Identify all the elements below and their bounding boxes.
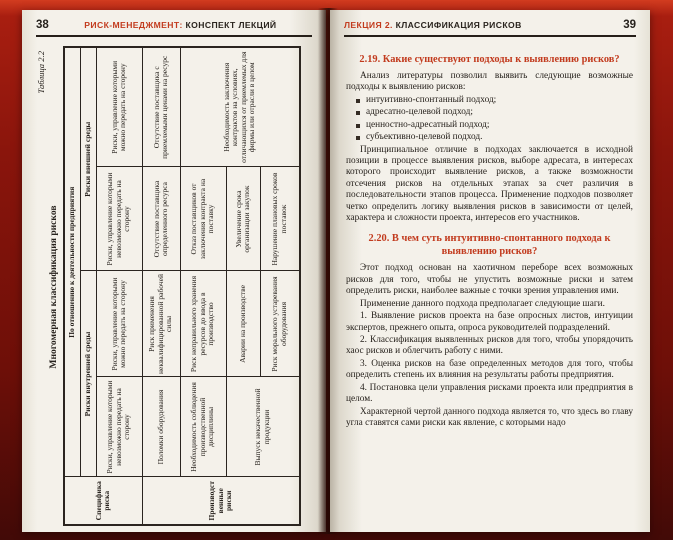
running-title-rest: КЛАССИФИКАЦИЯ РИСКОВ: [392, 20, 522, 30]
bullet-marker: [356, 124, 360, 128]
table-row-label: Производственные риски: [142, 477, 300, 525]
table-cell: Риск морального устаревания оборудования: [260, 271, 300, 377]
right-running-head: [330, 10, 650, 34]
bullet-text: субъективно-целевой подход.: [366, 132, 483, 143]
table-cell: Риск неправильного хранения ресурсов до ввода в производство: [180, 271, 226, 377]
table-caption: Таблица 2.2: [36, 51, 46, 94]
table-cell: Риск применения неквалифицированной рабочей силы: [142, 271, 180, 377]
table-cell: Аварии на производстве: [226, 271, 260, 377]
approach-bullet-list: [346, 95, 633, 144]
table-cell: Увеличение срока организации закупок: [226, 167, 260, 271]
table-header-cell: Специфика риска: [64, 477, 142, 525]
step-item: 2. Классификация выявленных рисков для того, чтобы упорядочить хаос рисков и облегчить работу с ними.: [346, 335, 633, 357]
section-heading-2-20: 2.20. В чем суть интуитивно-спонтанного подхода к выявлению рисков?: [368, 233, 611, 258]
table-header-cell: Риски внешней среды: [80, 47, 96, 271]
section-heading-2-19: 2.19. Какие существуют подходы к выявлению рисков?: [359, 54, 620, 65]
table-header-cell: Риски, управление которыми можно передать на сторону: [96, 47, 142, 167]
left-page: [22, 10, 326, 532]
bullet-marker: [356, 136, 360, 140]
bullet-marker: [356, 111, 360, 115]
paragraph: Этот подход основан на хаотичном переборе всех возможных рисков для того, чтобы не упустить возможные риски и затем определить риски, наиболее важные с точки зрения управления ими.: [346, 263, 633, 297]
table-header-cell: Риски, управление которыми невозможно передать на сторону: [96, 377, 142, 477]
table-cell: Выпуск некачественной продукции: [226, 377, 300, 477]
left-running-head: [22, 10, 326, 34]
bullet-item: [356, 107, 633, 118]
table-cell: Отказ поставщиков от заключения контракта на поставку: [180, 167, 226, 271]
running-title-accent: РИСК-МЕНЕДЖМЕНТ:: [84, 20, 183, 30]
table-header-cell: Риски, управление которыми можно передать на сторону: [96, 271, 142, 377]
paragraph: Принципиальное отличие в подходах заключается в исходной позиции в процессе выявления рисков, выборе адресата, в интересах которого происходит выявление рисков, а также возможности отсечения рисков на отдельных этапах за счет различия в последовательности этапов процесса. Применение подходов позволяет четко определить логику выявления рисков в зависимости от целей, характера и сложности проекта, интересов его участников.: [346, 144, 633, 224]
step-item: 3. Оценка рисков на базе определенных методов для того, чтобы определить степень их влияния на результаты работы предприятия.: [346, 358, 633, 381]
bullet-item: [356, 120, 633, 131]
paragraph: Анализ литературы позволил выявить следующие возможные подходы к выявлению рисков:: [346, 71, 633, 93]
rotated-table-block: [36, 48, 300, 526]
paragraph: Применение данного подхода предполагает следующие шаги.: [360, 298, 605, 309]
running-title-accent: ЛЕКЦИЯ 2.: [344, 20, 393, 30]
step-item: 4. Постановка цели управления рисками проекта или предприятия в целом.: [346, 382, 633, 405]
right-page-number: 39: [623, 19, 636, 31]
bullet-text: адресатно-целевой подход;: [366, 107, 473, 118]
risk-classification-table: [63, 46, 301, 526]
table-cell: Необходимость соблюдения производственной дисциплины: [180, 377, 226, 477]
bullet-item: [356, 132, 633, 143]
table-cell: Нарушение плановых сроков поставок: [260, 167, 300, 271]
running-title-rest: КОНСПЕКТ ЛЕКЦИЙ: [182, 20, 277, 30]
bullet-marker: [356, 99, 360, 103]
page-content: [330, 37, 650, 429]
left-running-title: [49, 20, 312, 30]
table-header-cell: Риски внутренней среды: [80, 271, 96, 477]
paragraph: Характерной чертой данного подхода является то, что здесь во главу угла ставятся сами риски как явление, с которыми надо: [346, 406, 633, 428]
table-cell: Поломки оборудования: [142, 377, 180, 477]
right-page: [330, 10, 650, 532]
header-rule: [36, 35, 312, 37]
bullet-text: ценностно-адресатный подход;: [366, 119, 490, 130]
table-cell: Необходимость заключения контрактов на условиях, отличающихся от приемлемых для фирмы или отрасли в целом: [180, 47, 300, 167]
table-header-cell: Риски, управление которыми невозможно передать на сторону: [96, 167, 142, 271]
bullet-item: [356, 95, 633, 106]
table-header-cell: По отношению к деятельности предприятия: [64, 47, 80, 477]
left-page-number: 38: [36, 19, 49, 31]
right-running-title: [344, 20, 623, 30]
table-cell: Отсутствие поставщика с приемлемыми ценами на ресурс: [142, 47, 180, 167]
bullet-text: интуитивно-спонтанный подход;: [366, 94, 497, 105]
table-cell: Отсутствие поставщика определенного ресурса: [142, 167, 180, 271]
table-title: Многомерная классификация рисков: [48, 205, 59, 369]
step-item: 1. Выявление рисков проекта на базе опросных листов, интуиции экспертов, прежнего опыта, опроса руководителей подразделений.: [346, 311, 633, 333]
